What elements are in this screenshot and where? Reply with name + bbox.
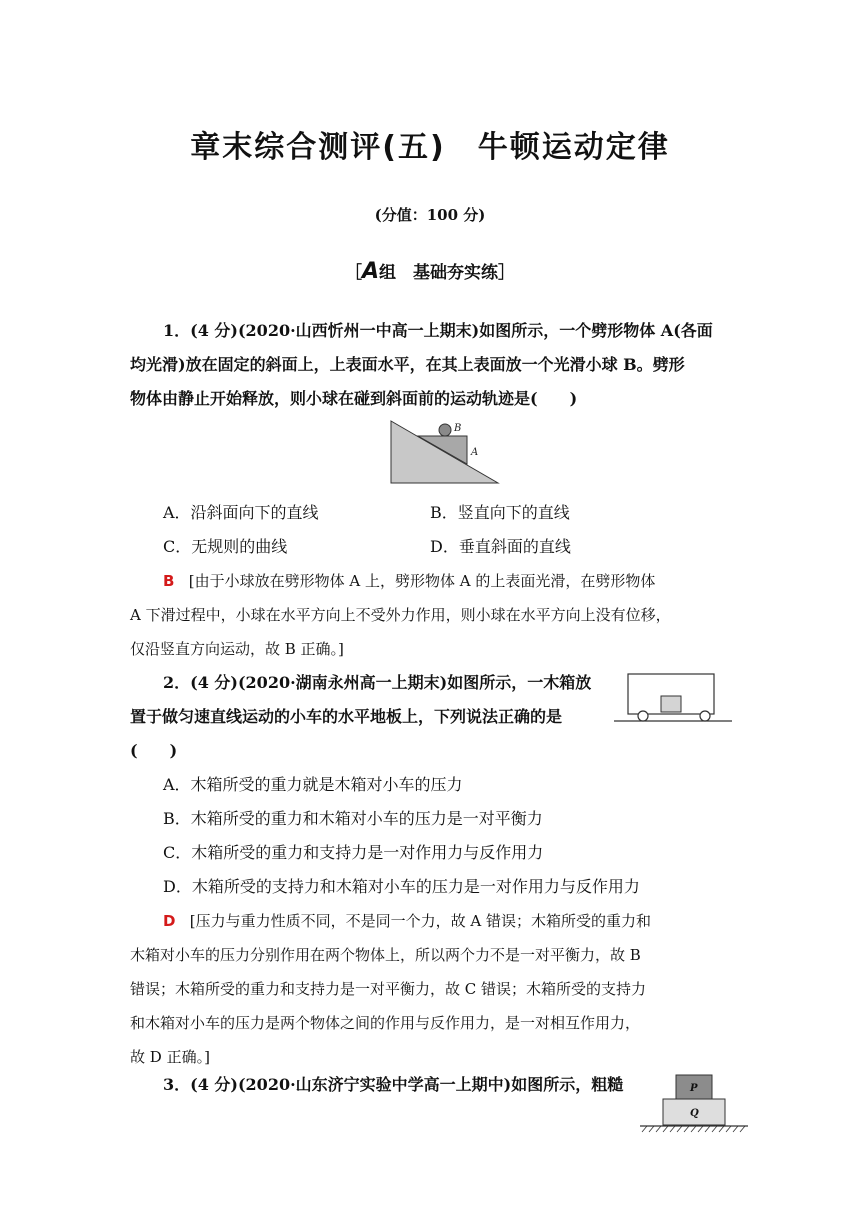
q2-exp3: 错误；木箱所受的重力和支持力是一对平衡力，故 C 错误；木箱所受的支持力 xyxy=(130,980,647,998)
q2-explanation-line1 xyxy=(163,904,651,938)
q1-option-a: A．沿斜面向下的直线 xyxy=(163,503,319,522)
q1-answer: B xyxy=(163,572,175,590)
q2-option-b: B．木箱所受的重力和木箱对小车的压力是一对平衡力 xyxy=(163,809,543,828)
ball-b xyxy=(439,424,451,436)
q2-exp2: 木箱对小车的压力分别作用在两个物体上，所以两个力不是一对平衡力，故 B xyxy=(130,946,641,964)
score-note: (分值：100 分) xyxy=(374,206,486,224)
q2-answer: D xyxy=(163,912,176,930)
q2-option-c: C．木箱所受的重力和支持力是一对作用力与反作用力 xyxy=(163,843,544,862)
page-title: 章末综合测评(五) 牛顿运动定律 xyxy=(190,130,670,165)
ground-hatch xyxy=(642,1126,745,1132)
q1-option-c: C．无规则的曲线 xyxy=(163,537,288,556)
q2-line3: ( ) xyxy=(130,741,178,760)
label-a: A xyxy=(471,447,479,458)
q3-figure xyxy=(636,1072,752,1138)
q1-option-b: B．竖直向下的直线 xyxy=(430,503,570,522)
crate xyxy=(661,696,681,712)
q1-line1: 1．(4 分)(2020·山西忻州一中高一上期末)如图所示，一个劈形物体 A(各面 xyxy=(163,321,713,340)
q1-exp1: [由于小球放在劈形物体 A 上，劈形物体 A 的上表面光滑，在劈形物体 xyxy=(188,572,656,590)
q1-exp3: 仅沿竖直方向运动，故 B 正确。] xyxy=(130,640,344,658)
q1-option-d: D．垂直斜面的直线 xyxy=(430,537,571,556)
wheel-right xyxy=(700,711,710,721)
wheel-left xyxy=(638,711,648,721)
bracket-close: ］ xyxy=(498,263,516,283)
q1-line2: 均光滑)放在固定的斜面上，上表面水平，在其上表面放一个光滑小球 B。劈形 xyxy=(130,355,685,374)
bracket-open: ［ xyxy=(344,263,362,283)
label-p: P xyxy=(690,1083,698,1094)
q1-line3: 物体由静止开始释放，则小球在碰到斜面前的运动轨迹是( ) xyxy=(130,389,578,408)
q1-explanation-line1 xyxy=(163,564,655,598)
q2-exp1: [压力与重力性质不同，不是同一个力，故 A 错误；木箱所受的重力和 xyxy=(189,912,651,930)
group-letter: A xyxy=(361,259,380,284)
q1-exp2: A 下滑过程中，小球在水平方向上不受外力作用，则小球在水平方向上没有位移， xyxy=(130,606,671,624)
q1-figure xyxy=(388,418,500,486)
group-text: 组 基础夯实练 xyxy=(379,263,499,283)
section-heading xyxy=(0,258,860,284)
q2-line1: 2．(4 分)(2020·湖南永州高一上期末)如图所示，一木箱放 xyxy=(163,673,592,692)
q2-figure xyxy=(612,670,734,726)
q2-exp5: 故 D 正确。] xyxy=(130,1048,210,1066)
q2-option-a: A．木箱所受的重力就是木箱对小车的压力 xyxy=(163,775,463,794)
label-q: Q xyxy=(690,1108,699,1119)
label-b: B xyxy=(454,423,462,434)
q2-exp4: 和木箱对小车的压力是两个物体之间的作用与反作用力，是一对相互作用力， xyxy=(130,1014,641,1032)
q2-option-d: D．木箱所受的支持力和木箱对小车的压力是一对作用力与反作用力 xyxy=(163,877,640,896)
q2-line2: 置于做匀速直线运动的小车的水平地板上，下列说法正确的是 xyxy=(130,707,563,726)
q3-line1: 3．(4 分)(2020·山东济宁实验中学高一上期中)如图所示，粗糙 xyxy=(163,1075,624,1094)
